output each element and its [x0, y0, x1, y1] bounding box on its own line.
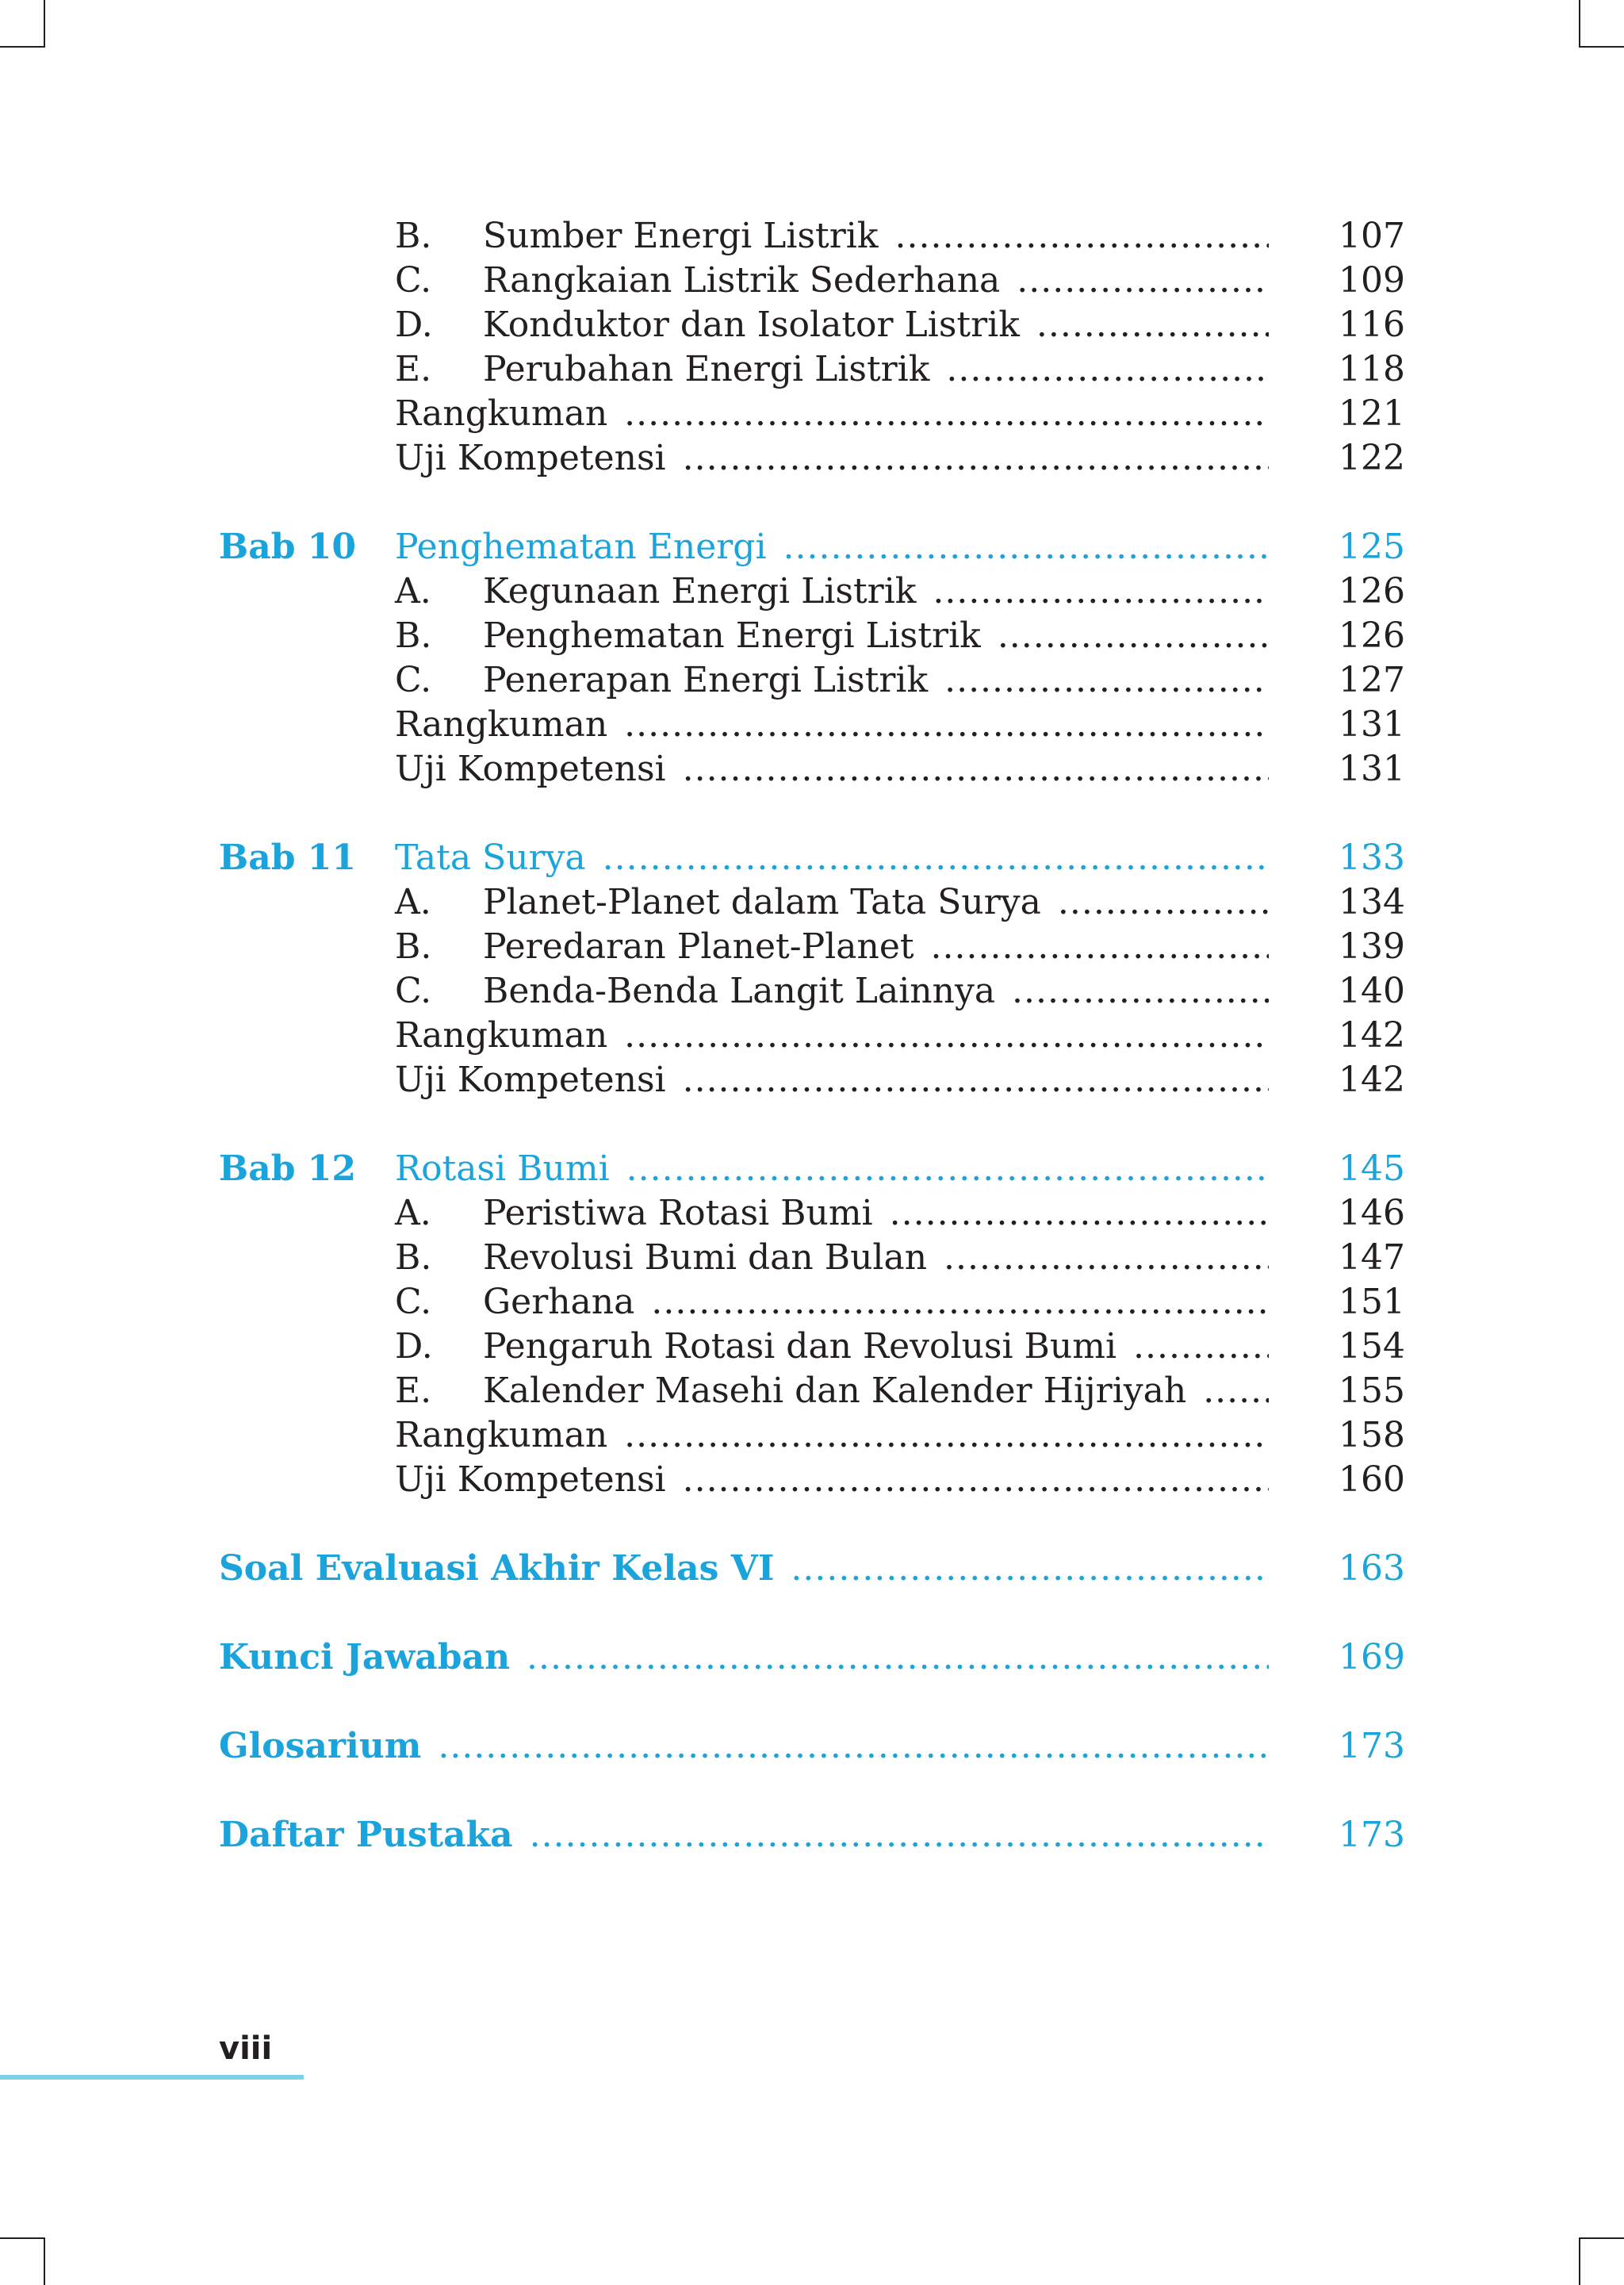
toc-title: Penghematan Energi Listrik: [483, 615, 986, 656]
toc-title: Uji Kompetensi: [395, 1060, 671, 1100]
toc-entry-chapter[interactable]: [0, 525, 1624, 569]
toc-entry-section[interactable]: [0, 880, 1624, 925]
toc-entry-section[interactable]: [0, 347, 1624, 392]
toc-page-number: 131: [1339, 749, 1405, 789]
toc-title-leader: [395, 836, 1269, 880]
toc-title: Glosarium: [219, 1726, 426, 1766]
toc-entry-section[interactable]: [0, 569, 1624, 614]
section-letter: C.: [395, 260, 432, 301]
toc-entry-plain[interactable]: [0, 703, 1624, 747]
section-letter: D.: [395, 1326, 433, 1367]
toc-entry-section[interactable]: [0, 658, 1624, 703]
toc-entry-section[interactable]: [0, 1280, 1624, 1325]
section-letter: C.: [395, 971, 432, 1011]
toc-title: Soal Evaluasi Akhir Kelas VI: [219, 1548, 779, 1589]
toc-spacer: [0, 1502, 1624, 1547]
toc-title-leader: [483, 658, 1269, 703]
toc-title: Benda-Benda Langit Lainnya: [483, 971, 1000, 1011]
toc-entry-plain[interactable]: [0, 392, 1624, 436]
toc-page-number: 173: [1339, 1726, 1405, 1766]
toc-spacer: [0, 481, 1624, 525]
toc-page-number: 147: [1339, 1237, 1405, 1278]
toc-entry-plain[interactable]: [0, 436, 1624, 481]
toc-title: Kegunaan Energi Listrik: [483, 571, 921, 612]
toc-title: Rangkuman: [395, 393, 612, 434]
toc-title-leader: [483, 1191, 1269, 1236]
section-letter: A.: [395, 1193, 431, 1233]
section-letter: B.: [395, 615, 432, 656]
toc-title: Sumber Energi Listrik: [483, 216, 883, 256]
toc-title-leader: [395, 1458, 1269, 1502]
toc-page-number: 173: [1339, 1815, 1405, 1855]
toc-title-leader: [483, 303, 1269, 347]
toc-entry-section[interactable]: [0, 969, 1624, 1014]
toc-title-leader: [483, 1325, 1269, 1369]
toc-page-number: 139: [1339, 926, 1405, 967]
toc-entry-chapter[interactable]: [0, 1147, 1624, 1191]
toc-title-leader: [395, 436, 1269, 481]
toc-page-number: 116: [1339, 305, 1405, 345]
toc-page-number: 151: [1339, 1282, 1405, 1322]
toc-page-number: 142: [1339, 1015, 1405, 1056]
toc-spacer: [0, 1769, 1624, 1813]
toc-page-number: 133: [1339, 838, 1405, 878]
toc-page-number: 160: [1339, 1459, 1405, 1500]
toc-title-leader: [219, 1635, 1269, 1680]
toc-entry-section[interactable]: [0, 303, 1624, 347]
toc-page-number: 146: [1339, 1193, 1405, 1233]
page-number: viii: [219, 2030, 273, 2067]
toc-page-number: 127: [1339, 660, 1405, 700]
toc-page-number: 126: [1339, 571, 1405, 612]
toc-title-leader: [483, 880, 1269, 925]
toc-title-leader: [483, 259, 1269, 303]
toc-title: Uji Kompetensi: [395, 438, 671, 478]
toc-page-number: 109: [1339, 260, 1405, 301]
toc-entry-plain[interactable]: [0, 1014, 1624, 1058]
section-letter: E.: [395, 1371, 432, 1411]
toc-page-number: 122: [1339, 438, 1405, 478]
toc-title-leader: [483, 569, 1269, 614]
toc-page-number: 121: [1339, 393, 1405, 434]
toc-title: Kunci Jawaban: [219, 1637, 515, 1677]
toc-entry-section[interactable]: [0, 1325, 1624, 1369]
toc-entry-plain[interactable]: [0, 1058, 1624, 1102]
table-of-contents: [0, 214, 1624, 1858]
toc-entry-appendix[interactable]: [0, 1635, 1624, 1680]
section-letter: D.: [395, 305, 433, 345]
toc-entry-section[interactable]: [0, 1369, 1624, 1413]
toc-title-leader: [395, 1014, 1269, 1058]
toc-title: Penerapan Energi Listrik: [483, 660, 933, 700]
toc-title-leader: [483, 614, 1269, 658]
toc-page-number: 142: [1339, 1060, 1405, 1100]
toc-title-leader: [483, 214, 1269, 259]
toc-title-leader: [219, 1724, 1269, 1769]
toc-title: Daftar Pustaka: [219, 1815, 518, 1855]
section-letter: C.: [395, 1282, 432, 1322]
chapter-label: Bab 12: [219, 1148, 357, 1189]
toc-title: Kalender Masehi dan Kalender Hijriyah: [483, 1371, 1191, 1411]
crop-mark-bottom-right: [1579, 2237, 1624, 2285]
section-letter: E.: [395, 349, 432, 389]
toc-title: Peredaran Planet-Planet: [483, 926, 919, 967]
section-letter: C.: [395, 660, 432, 700]
section-letter: B.: [395, 926, 432, 967]
toc-page-number: 154: [1339, 1326, 1405, 1367]
chapter-label: Bab 10: [219, 527, 357, 567]
toc-title: Perubahan Energi Listrik: [483, 349, 934, 389]
toc-title: Rangkuman: [395, 1015, 612, 1056]
toc-title-leader: [219, 1813, 1269, 1858]
toc-page-number: 107: [1339, 216, 1405, 256]
toc-page-number: 163: [1339, 1548, 1405, 1589]
toc-title: Rangkuman: [395, 1415, 612, 1455]
toc-page-number: 155: [1339, 1371, 1405, 1411]
footer-rule: [0, 2075, 304, 2080]
toc-title: Pengaruh Rotasi dan Revolusi Bumi: [483, 1326, 1121, 1367]
crop-mark-bottom-left: [0, 2237, 45, 2285]
toc-title-leader: [395, 703, 1269, 747]
toc-title: Tata Surya: [395, 838, 591, 878]
toc-title-leader: [395, 1147, 1269, 1191]
toc-title-leader: [483, 1369, 1269, 1413]
toc-title-leader: [395, 525, 1269, 569]
toc-title: Rangkuman: [395, 704, 612, 745]
toc-entry-appendix[interactable]: [0, 1547, 1624, 1591]
toc-spacer: [0, 1680, 1624, 1724]
toc-page-number: 118: [1339, 349, 1405, 389]
section-letter: A.: [395, 882, 431, 922]
toc-title: Revolusi Bumi dan Bulan: [483, 1237, 932, 1278]
toc-title: Peristiwa Rotasi Bumi: [483, 1193, 878, 1233]
toc-page-number: 145: [1339, 1148, 1405, 1189]
toc-title: Gerhana: [483, 1282, 639, 1322]
crop-mark-top-right: [1579, 0, 1624, 48]
toc-title: Penghematan Energi: [395, 527, 772, 567]
toc-page-number: 134: [1339, 882, 1405, 922]
toc-entry-plain[interactable]: [0, 1413, 1624, 1458]
toc-title-leader: [395, 1058, 1269, 1102]
toc-title: Uji Kompetensi: [395, 1459, 671, 1500]
toc-title-leader: [483, 969, 1269, 1014]
toc-entry-appendix[interactable]: [0, 1813, 1624, 1858]
toc-page-number: 169: [1339, 1637, 1405, 1677]
toc-page-number: 126: [1339, 615, 1405, 656]
toc-entry-section[interactable]: [0, 925, 1624, 969]
toc-title: Konduktor dan Isolator Listrik: [483, 305, 1025, 345]
toc-title-leader: [483, 1236, 1269, 1280]
toc-spacer: [0, 1102, 1624, 1147]
section-letter: A.: [395, 571, 431, 612]
toc-page-number: 125: [1339, 527, 1405, 567]
toc-entry-section[interactable]: [0, 1191, 1624, 1236]
toc-title-leader: [483, 347, 1269, 392]
toc-spacer: [0, 792, 1624, 836]
toc-page-number: 158: [1339, 1415, 1405, 1455]
toc-entry-plain[interactable]: [0, 1458, 1624, 1502]
crop-mark-top-left: [0, 0, 45, 48]
toc-page-number: 131: [1339, 704, 1405, 745]
toc-entry-appendix[interactable]: [0, 1724, 1624, 1769]
toc-title: Rangkaian Listrik Sederhana: [483, 260, 1005, 301]
toc-title: Planet-Planet dalam Tata Surya: [483, 882, 1046, 922]
toc-title-leader: [395, 392, 1269, 436]
toc-title-leader: [483, 925, 1269, 969]
toc-title: Uji Kompetensi: [395, 749, 671, 789]
chapter-label: Bab 11: [219, 838, 357, 878]
toc-entry-section[interactable]: [0, 259, 1624, 303]
toc-title-leader: [395, 1413, 1269, 1458]
toc-entry-plain[interactable]: [0, 747, 1624, 792]
toc-entry-section[interactable]: [0, 614, 1624, 658]
toc-page-number: 140: [1339, 971, 1405, 1011]
toc-entry-section[interactable]: [0, 214, 1624, 259]
toc-entry-chapter[interactable]: [0, 836, 1624, 880]
toc-title: Rotasi Bumi: [395, 1148, 615, 1189]
section-letter: B.: [395, 1237, 432, 1278]
toc-title-leader: [219, 1547, 1269, 1591]
toc-title-leader: [483, 1280, 1269, 1325]
toc-spacer: [0, 1591, 1624, 1635]
toc-entry-section[interactable]: [0, 1236, 1624, 1280]
toc-title-leader: [395, 747, 1269, 792]
section-letter: B.: [395, 216, 432, 256]
